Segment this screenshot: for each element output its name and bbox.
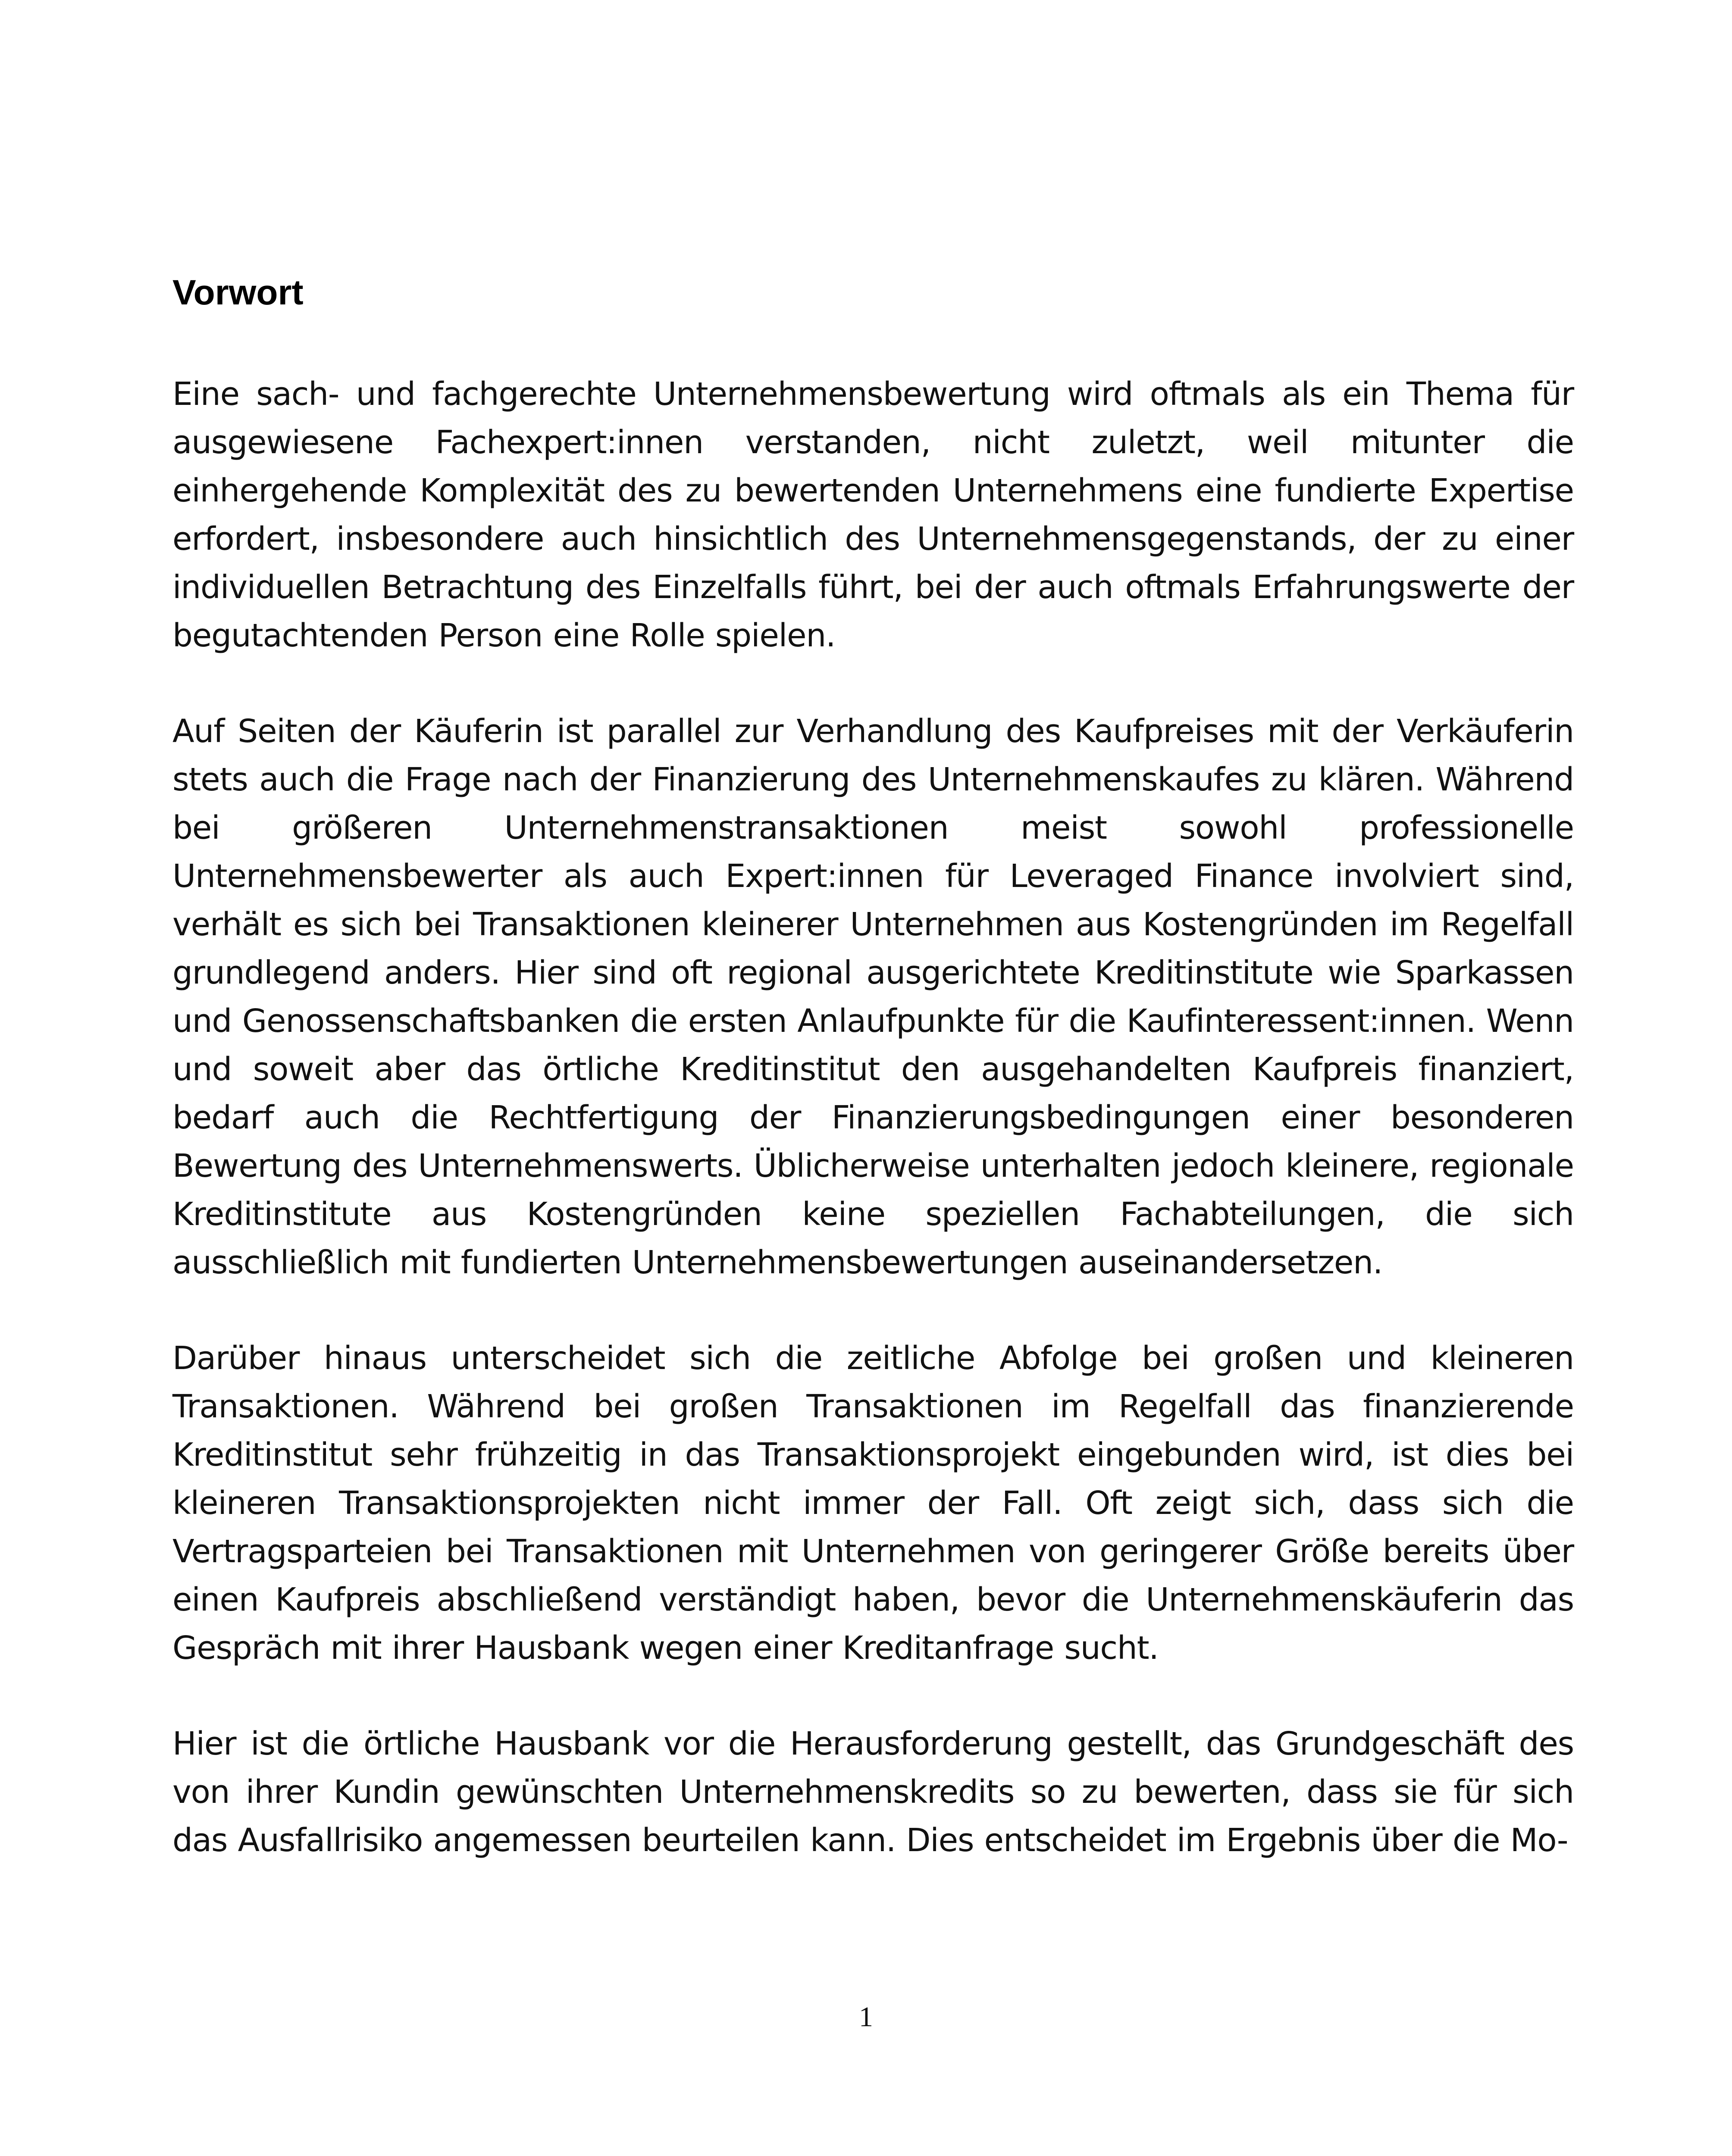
page-number: 1 — [859, 2001, 873, 2033]
paragraph-1: Eine sach- und fachgerechte Unternehmensbewertung wird oftmals als ein Thema für ausgewiesene Fachexpert:innen verstanden, nicht zuletzt, weil mitunter die einhergehende Komplexität des zu bewertenden Unternehmens eine fundierte Expertise erfordert, insbesondere auch hinsichtlich des Unternehmensgegenstands, der zu einer individuellen Betrachtung des Einzelfalls führt, bei der auch oftmals Erfahrungswerte der begutachtenden Person eine Rolle spielen. — [172, 376, 1574, 655]
paragraph-3: Darüber hinaus unterscheidet sich die zeitliche Abfolge bei großen und kleineren Transaktionen. Während bei großen Transaktionen im Regelfall das finanzierende Kreditinstitut sehr frühzeitig in das Transaktionsprojekt eingebunden wird, ist dies bei kleineren Transaktionsprojekten nicht immer der Fall. Oft zeigt sich, dass sich die Vertragsparteien bei Transaktionen mit Unternehmen von geringerer Größe bereits über einen Kaufpreis abschließend verständigt haben, bevor die Unternehmenskäuferin das Gespräch mit ihrer Hausbank wegen einer Kreditanfrage sucht. — [172, 1340, 1574, 1667]
paragraph-4: Hier ist die örtliche Hausbank vor die Herausforderung gestellt, das Grundgeschäft des von ihrer Kundin gewünschten Unternehmenskredits so zu bewerten, dass sie für sich das Ausfallrisiko angemessen beurteilen kann. Dies entscheidet im Ergebnis über die Mo- — [172, 1725, 1574, 1859]
paragraph-2: Auf Seiten der Käuferin ist parallel zur Verhandlung des Kaufpreises mit der Verkäuferin stets auch die Frage nach der Finanzierung des Unternehmenskaufes zu klären. Während bei größeren Unternehmenstransaktionen meist sowohl professionelle Unternehmensbewerter als auch Expert:innen für Leveraged Finance involviert sind, verhält es sich bei Transaktionen kleinerer Unternehmen aus Kostengründen im Regelfall grundlegend anders. Hier sind oft regional ausgerichtete Kreditinstitute wie Sparkassen und Genossenschaftsbanken die ersten Anlaufpunkte für die Kaufinteressent:innen. Wenn und soweit aber das örtliche Kreditinstitut den ausgehandelten Kaufpreis finanziert, bedarf auch die Rechtfertigung der Finanzierungsbedingungen einer besonderen Bewertung des Unternehmenswerts. Üblicherweise unterhalten jedoch kleinere, regionale Kreditinstitute aus Kostengründen keine speziellen Fachabteilungen, die sich ausschließlich mit fundierten Unternehmensbewertungen auseinandersetzen. — [172, 713, 1574, 1282]
page-content — [172, 272, 1574, 1912]
section-title: Vorwort — [172, 273, 304, 312]
